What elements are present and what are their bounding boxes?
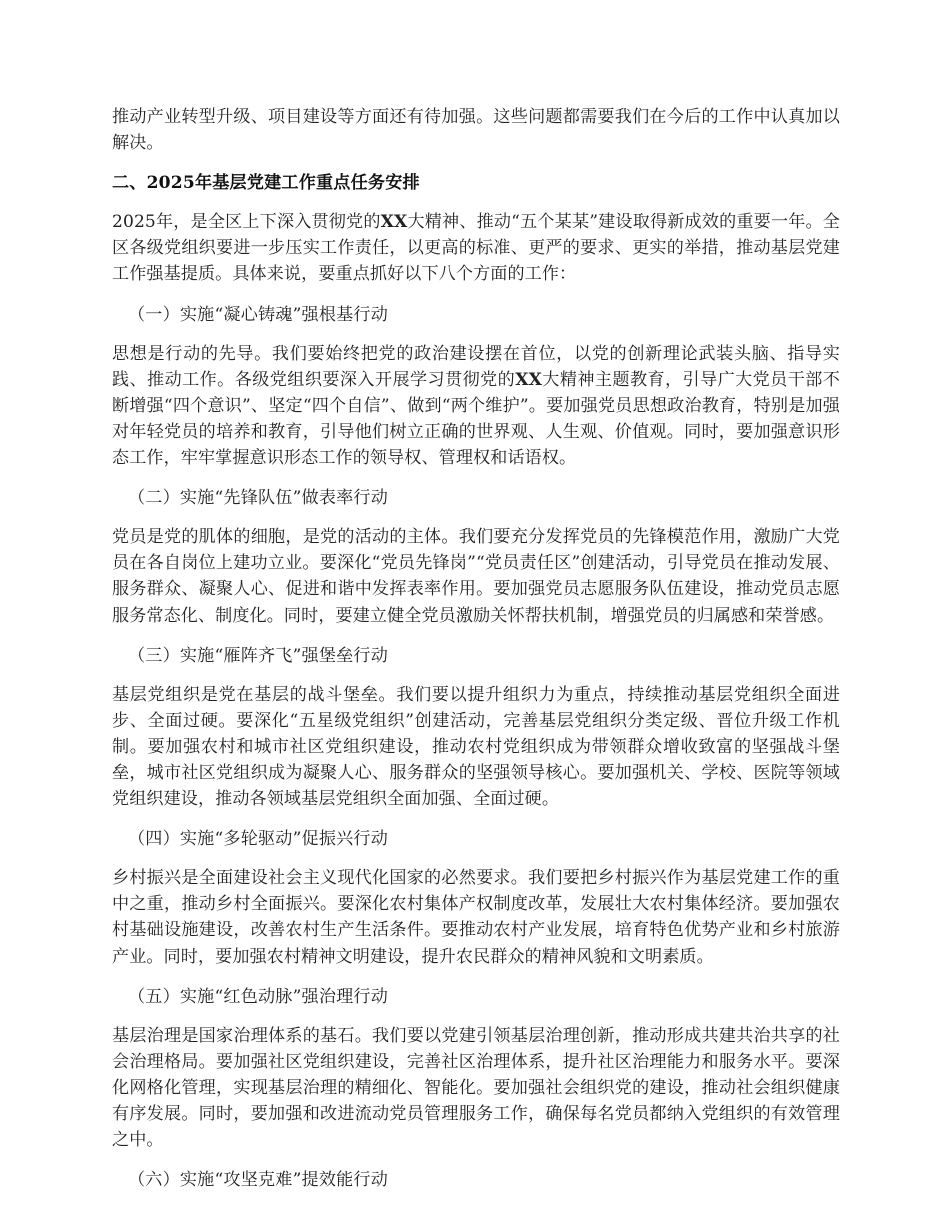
paragraph-subsection-two: 党员是党的肌体的细胞，是党的活动的主体。我们要充分发挥党员的先锋模范作用，激励广大党员在各自岗位上建功立业。要深化“党员先锋岗”“党员责任区”创建活动，引导党员在推动发展、服务群众、凝聚人心、促进和谐中发挥表率作用。要加强党员志愿服务队伍建设，推动党员志愿服务常态化、制度化。同时，要建立健全党员激励关怀帮扶机制，增强党员的归属感和荣誉感。 [112,527,840,626]
section-heading-two: 二、2025年基层党建工作重点任务安排 [112,173,420,194]
document-text-column [112,104,840,1193]
subsection-heading-one: （一）实施“凝心铸魂”强根基行动 [128,304,388,325]
paragraph-subsection-one: 思想是行动的先导。我们要始终把党的政治建设摆在首位，以党的创新理论武装头脑、指导实践、推动工作。各级党组织要深入开展学习贯彻党的XX大精神主题教育，引导广大党员干部不断增强“四个意识”、坚定“四个自信”、做到“两个维护”。要加强党员思想政治教育，特别是加强对年轻党员的培养和教育，引导他们树立正确的世界观、人生观、价值观。同时，要加强意识形态工作，牢牢掌握意识形态工作的领导权、管理权和话语权。 [112,343,840,469]
subsection-heading-six: （六）实施“攻坚克难”提效能行动 [128,1170,388,1191]
paragraph-subsection-four: 乡村振兴是全面建设社会主义现代化国家的必然要求。我们要把乡村振兴作为基层党建工作的重中之重，推动乡村全面振兴。要深化农村集体产权制度改革，发展壮大农村集体经济。要加强农村基础设施建设，改善农村生产生活条件。要推动农村产业发展，培育特色优势产业和乡村旅游产业。同时，要加强农村精神文明建设，提升农民群众的精神风貌和文明素质。 [112,868,840,967]
subsection-heading-three: （三）实施“雁阵齐飞”强堡垒行动 [128,645,388,666]
paragraph-intro-continuation: 推动产业转型升级、项目建设等方面还有待加强。这些问题都需要我们在今后的工作中认真加以解决。 [112,107,840,154]
placeholder-token: XX [515,369,542,390]
paragraph-section-two-intro: 2025年，是全区上下深入贯彻党的XX大精神、推动“五个某某”建设取得新成效的重要一年。全区各级党组织要进一步压实工作责任，以更高的标准、更严的要求、更实的举措，推动基层党建工作强基提质。具体来说，要重点抓好以下八个方面的工作： [112,212,841,285]
subsection-heading-four: （四）实施“多轮驱动”促振兴行动 [128,829,388,850]
paragraph-subsection-five: 基层治理是国家治理体系的基石。我们要以党建引领基层治理创新，推动形成共建共治共享的社会治理格局。要加强社区党组织建设，完善社区治理体系，提升社区治理能力和服务水平。要深化网格化管理，实现基层治理的精细化、智能化。要加强社会组织党的建设，推动社会组织健康有序发展。同时，要加强和改进流动党员管理服务工作，确保每名党员都纳入党组织的有效管理之中。 [112,1025,840,1151]
subsection-heading-two: （二）实施“先锋队伍”做表率行动 [128,488,388,509]
placeholder-token: XX [380,212,408,233]
paragraph-subsection-three: 基层党组织是党在基层的战斗堡垒。我们要以提升组织力为重点，持续推动基层党组织全面进步、全面过硬。要深化“五星级党组织”创建活动，完善基层党组织分类定级、晋位升级工作机制。要加强农村和城市社区党组织建设，推动农村党组织成为带领群众增收致富的坚强战斗堡垒，城市社区党组织成为凝聚人心、服务群众的坚强领导核心。要加强机关、学校、医院等领域党组织建设，推动各领域基层党组织全面加强、全面过硬。 [112,684,840,810]
subsection-heading-five: （五）实施“红色动脉”强治理行动 [128,986,388,1007]
